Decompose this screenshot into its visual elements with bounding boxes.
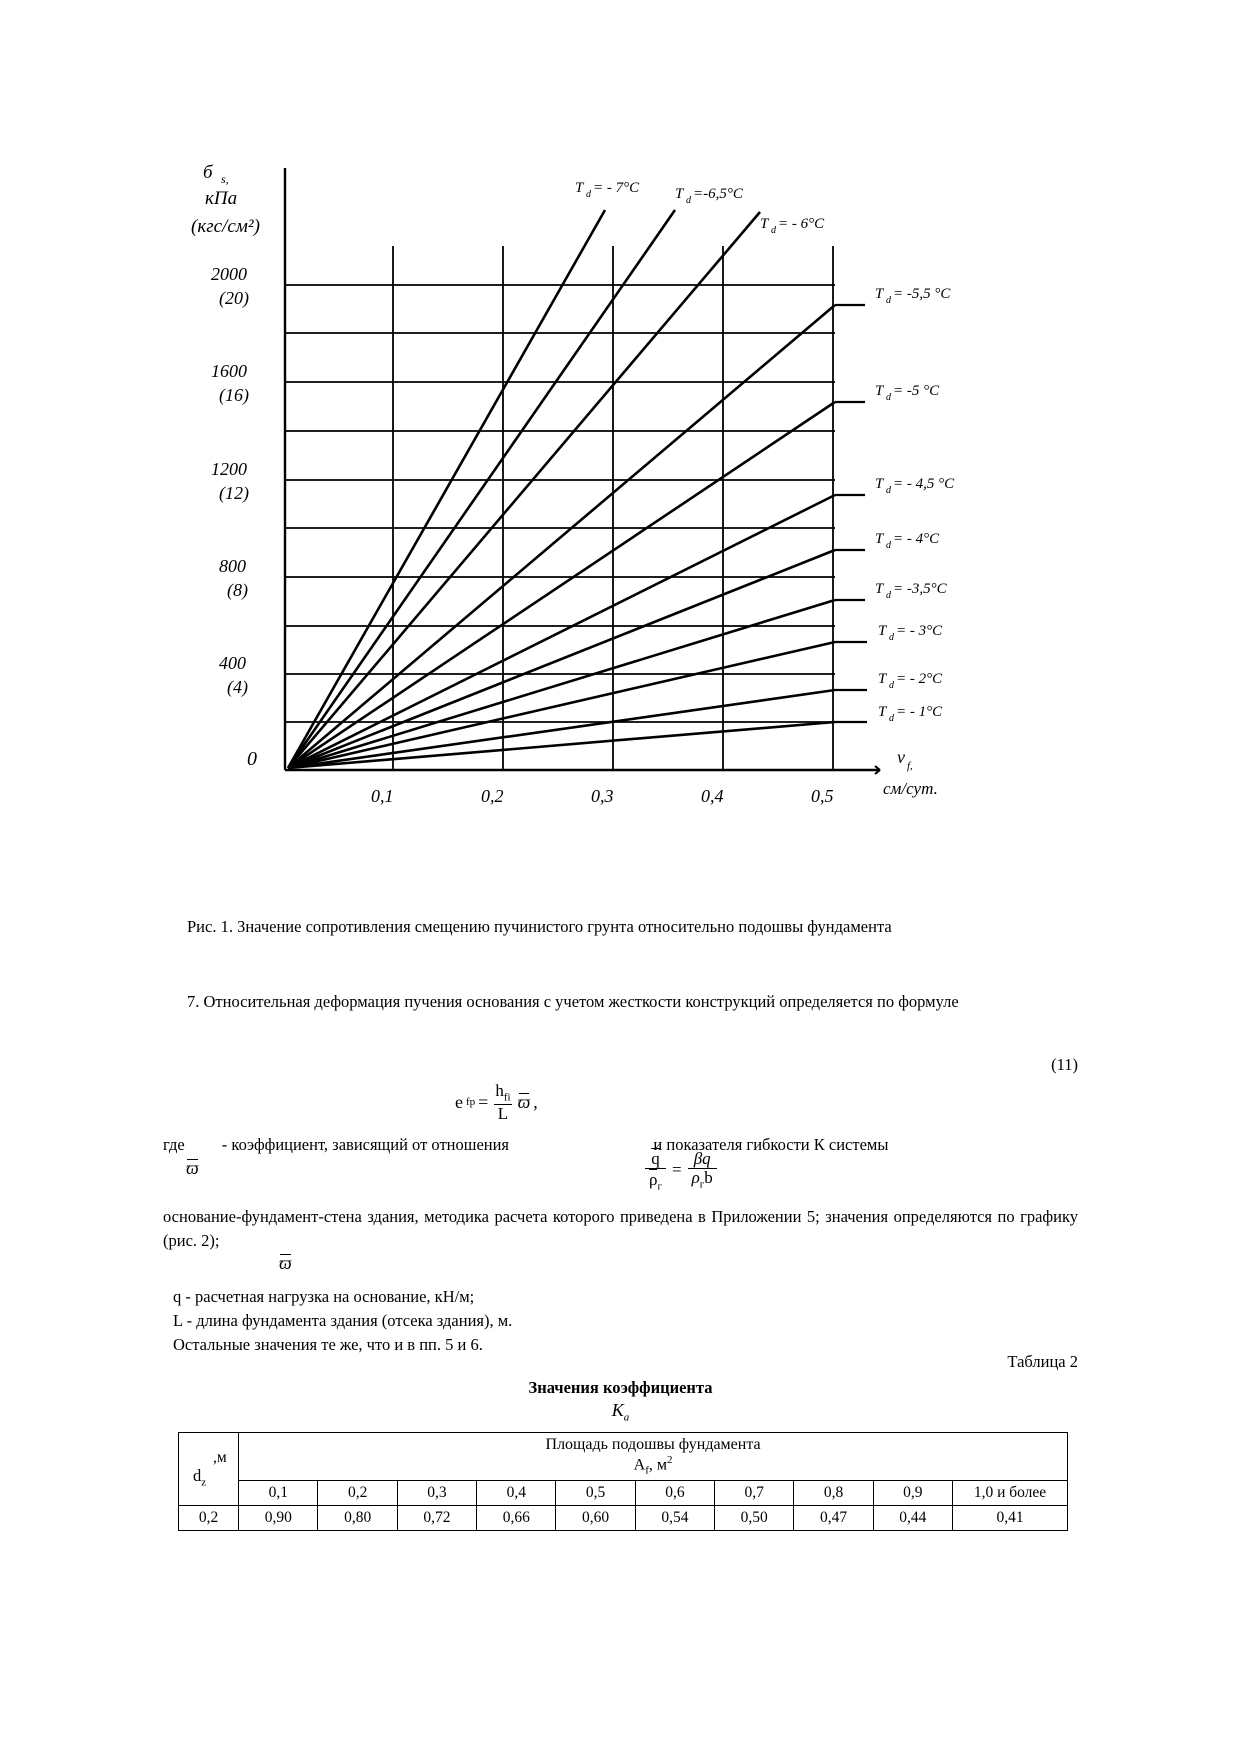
svg-text:2000: 2000 [211, 264, 247, 284]
table-col-header: 0,3 [397, 1480, 476, 1505]
chart-curves [288, 210, 835, 768]
svg-text:0,4: 0,4 [701, 786, 724, 806]
where-prefix: где [163, 1135, 185, 1154]
svg-text:800: 800 [219, 556, 246, 576]
ratio-left-fraction [645, 1148, 666, 1193]
where-line [163, 1135, 1078, 1155]
coefficient-table [178, 1432, 1068, 1531]
x-tick-labels [371, 786, 834, 806]
formula-equals: = [478, 1091, 489, 1112]
table-col-header: 0,2 [318, 1480, 397, 1505]
svg-text:(4): (4) [227, 677, 248, 697]
formula-num: h [495, 1081, 504, 1100]
omega-symbol-inline-1: ϖ [186, 1158, 199, 1178]
omega-symbol: ϖ [517, 1091, 531, 1112]
formula-11 [455, 1082, 538, 1123]
svg-text:d: d [889, 713, 894, 724]
svg-text:400: 400 [219, 653, 246, 673]
svg-text:d: d [886, 540, 891, 551]
svg-text:T: T [575, 180, 584, 196]
figure-1 [175, 150, 1055, 830]
svg-text:T: T [760, 216, 769, 232]
definitions-list [163, 1285, 1078, 1357]
table-col-header: 0,9 [873, 1480, 952, 1505]
svg-text:=-6,5°C: =-6,5°C [693, 186, 743, 202]
svg-text:(12): (12) [219, 483, 249, 503]
svg-text:f,: f, [907, 760, 913, 772]
curve-labels [575, 180, 955, 724]
table-cell: 0,66 [477, 1505, 556, 1530]
paragraph-7: 7. Относительная деформация пучения основания с учетом жесткости конструкций определяется по формуле [187, 992, 959, 1011]
svg-text:= -3,5°C: = -3,5°C [893, 581, 947, 597]
svg-text:T: T [878, 671, 887, 687]
y-axis-unit-2: (кгс/см²) [191, 216, 260, 237]
svg-text:T: T [875, 531, 884, 547]
ratio-den-1-sub: г [657, 1180, 662, 1193]
table-cell-dz: 0,2 [179, 1505, 239, 1530]
table-row-header-cell [179, 1433, 239, 1506]
table-col-header: 0,1 [239, 1480, 318, 1505]
table-title-symbol: $K_a$ [611, 1400, 630, 1424]
svg-text:= - 4,5 °C: = - 4,5 °C [893, 476, 955, 492]
table-col-header: 0,5 [556, 1480, 635, 1505]
formula-fraction [491, 1082, 514, 1123]
list-item: q - расчетная нагрузка на основание, кН/м; [173, 1287, 475, 1306]
svg-text:= -5,5 °C: = -5,5 °C [893, 286, 951, 302]
svg-text:0,3: 0,3 [591, 786, 614, 806]
svg-text:d: d [886, 485, 891, 496]
svg-text:0,2: 0,2 [481, 786, 504, 806]
svg-text:(16): (16) [219, 385, 249, 405]
table-cell: 0,47 [794, 1505, 873, 1530]
svg-text:0,5: 0,5 [811, 786, 834, 806]
ratio-den-2-tail: b [704, 1167, 713, 1187]
table-column-header-row [179, 1480, 1068, 1505]
table-header-row [179, 1433, 1068, 1481]
svg-text:(20): (20) [219, 288, 249, 308]
equation-number-11: (11) [1051, 1055, 1078, 1074]
row-header-symbol: $d_z$ [193, 1465, 207, 1489]
svg-text:d: d [886, 392, 891, 403]
table-cell: 0,80 [318, 1505, 397, 1530]
table-col-header: 0,4 [477, 1480, 556, 1505]
figure-caption: Рис. 1. Значение сопротивления смещению пучинистого грунта относительно подошвы фундамента [187, 917, 892, 936]
ratio-num-2: βq [693, 1149, 711, 1168]
formula-tail: , [533, 1091, 538, 1112]
x-axis-symbol: v [897, 747, 905, 767]
svg-text:d: d [886, 295, 891, 306]
svg-text:= -5 °C: = -5 °C [893, 383, 940, 399]
list-item: L - длина фундамента здания (отсека здания), м. [173, 1310, 513, 1330]
svg-text:T: T [875, 286, 884, 302]
ratio-right-fraction [688, 1150, 717, 1191]
ratio-num-1: q [651, 1149, 660, 1168]
svg-text:= - 3°C: = - 3°C [896, 623, 943, 639]
ratio-den-1: ρ [649, 1169, 658, 1189]
ratio-formula [645, 1148, 717, 1193]
svg-text:d: d [686, 195, 691, 206]
formula-den: L [494, 1104, 512, 1123]
table-area-header-text: Площадь подошвы фундамента [545, 1436, 761, 1453]
svg-text:T: T [875, 581, 884, 597]
svg-text:1600: 1600 [211, 361, 247, 381]
y-axis-symbol: б [203, 162, 213, 183]
table-cell: 0,54 [635, 1505, 714, 1530]
table-col-header: 0,7 [715, 1480, 794, 1505]
table-cell: 0,90 [239, 1505, 318, 1530]
y-tick-labels [211, 264, 257, 770]
figure-1-svg [175, 150, 1055, 830]
formula-lhs: e [455, 1091, 463, 1112]
svg-text:d: d [889, 632, 894, 643]
table-area-header [239, 1433, 1068, 1481]
svg-text:0,1: 0,1 [371, 786, 394, 806]
paragraph-8: основание-фундамент-стена здания, методика расчета которого приведена в Приложении 5; значения определяются по графику (рис. 2); [163, 1207, 1078, 1250]
omega-symbol-inline-2: ϖ [279, 1253, 292, 1273]
svg-text:d: d [886, 590, 891, 601]
formula-num-sub: fi [503, 1091, 511, 1104]
svg-text:= - 7°C: = - 7°C [593, 180, 640, 196]
where-text-1: - коэффициент, зависящий от отношения [221, 1135, 510, 1154]
ratio-den-2-sub: г [699, 1178, 705, 1191]
list-item: Остальные значения те же, что и в пп. 5 и 6. [173, 1334, 483, 1354]
row-header-unit: ,м [213, 1448, 227, 1466]
svg-text:T: T [878, 704, 887, 720]
svg-text:d: d [771, 225, 776, 236]
svg-text:= - 2°C: = - 2°C [896, 671, 943, 687]
svg-text:= - 1°C: = - 1°C [896, 704, 943, 720]
svg-text:s,: s, [221, 172, 229, 186]
table-col-header: 0,8 [794, 1480, 873, 1505]
svg-text:0: 0 [247, 748, 257, 770]
svg-text:(8): (8) [227, 580, 248, 600]
svg-text:T: T [875, 383, 884, 399]
svg-text:d: d [889, 680, 894, 691]
y-axis-unit-1: кПа [205, 188, 238, 209]
svg-text:1200: 1200 [211, 459, 247, 479]
table-label: Таблица 2 [1007, 1352, 1078, 1371]
svg-text:= - 6°C: = - 6°C [778, 216, 825, 232]
ratio-den-2: ρ [691, 1167, 700, 1187]
table-title: Значения коэффициента [528, 1378, 713, 1397]
table-cell: 0,44 [873, 1505, 952, 1530]
ratio-equals: = [672, 1160, 682, 1180]
table-area-header-symbol: $A_f$, $м^2$ [633, 1454, 673, 1477]
svg-text:d: d [586, 189, 591, 200]
svg-text:= - 4°C: = - 4°C [893, 531, 940, 547]
table-col-header: 0,6 [635, 1480, 714, 1505]
table-row [179, 1505, 1068, 1530]
table-col-header: 1,0 и более [953, 1480, 1068, 1505]
svg-text:T: T [875, 476, 884, 492]
svg-text:T: T [675, 186, 684, 202]
formula-lhs-sub: fp [466, 1096, 476, 1109]
table-cell: 0,41 [953, 1505, 1068, 1530]
x-axis-unit: см/сут. [883, 779, 938, 798]
table-cell: 0,60 [556, 1505, 635, 1530]
svg-text:T: T [878, 623, 887, 639]
table-cell: 0,72 [397, 1505, 476, 1530]
where-text-2: и показателя гибкости К системы [653, 1135, 889, 1154]
table-cell: 0,50 [715, 1505, 794, 1530]
